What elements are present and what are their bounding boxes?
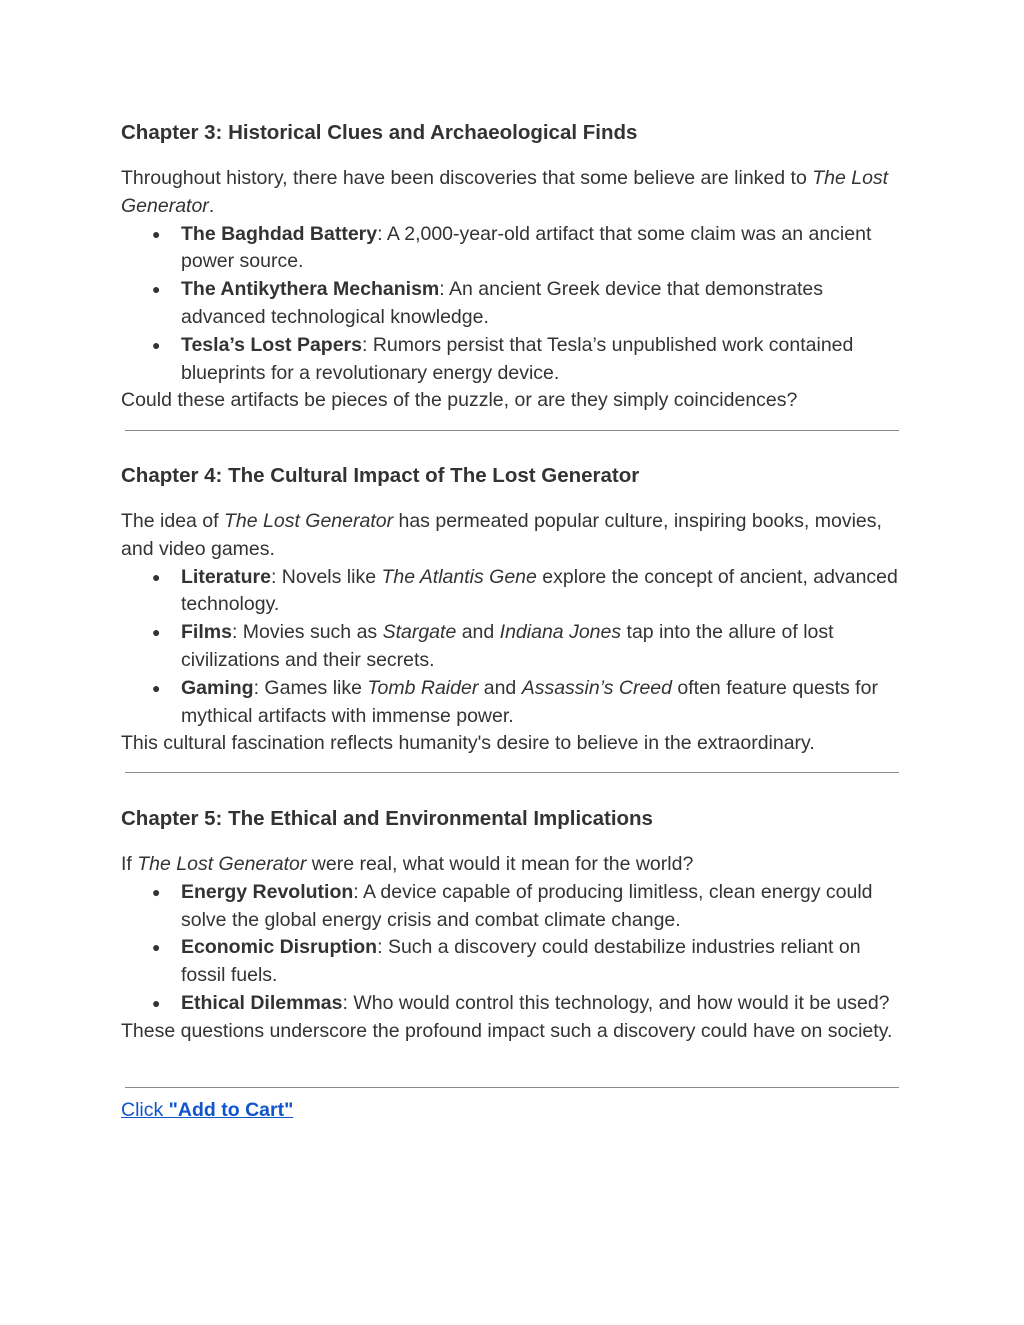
bullet-icon: ● bbox=[152, 994, 161, 1011]
chapter-3-outro: Could these artifacts be pieces of the puzzle, or are they simply coincidences? bbox=[121, 389, 798, 412]
list-item: ● Literature: Novels like The Atlantis Gene explore the concept of ancient, advanced technology. bbox=[152, 565, 898, 616]
bullet-icon: ● bbox=[152, 568, 161, 585]
list-item: ● The Antikythera Mechanism: An ancient Greek device that demonstrates advanced technological knowledge. bbox=[152, 278, 823, 328]
chapter-3-intro: Throughout history, there have been discoveries that some believe are linked to The Lost Generator. bbox=[121, 167, 889, 217]
divider bbox=[125, 772, 899, 773]
chapter-5-title: Chapter 5: The Ethical and Environmental Implications bbox=[121, 807, 653, 830]
chapter-3 bbox=[121, 116, 906, 415]
bullet-icon: ● bbox=[152, 624, 161, 641]
divider bbox=[125, 1087, 899, 1088]
chapter-4-list bbox=[121, 564, 906, 731]
list-item: ● Films: Movies such as Stargate and Indiana Jones tap into the allure of lost civilizations and their secrets. bbox=[152, 621, 834, 671]
list-item: ● Ethical Dilemmas: Who would control this technology, and how would it be used? bbox=[121, 990, 906, 1018]
chapter-5-outro: These questions underscore the profound impact such a discovery could have on society. bbox=[121, 1019, 893, 1042]
bullet-icon: ● bbox=[152, 679, 161, 696]
chapter-4 bbox=[121, 459, 906, 758]
add-to-cart-link[interactable]: Click "Add to Cart" bbox=[121, 1099, 294, 1121]
chapter-3-title: Chapter 3: Historical Clues and Archaeological Finds bbox=[121, 121, 638, 144]
chapter-4-title: Chapter 4: The Cultural Impact of The Lost Generator bbox=[121, 464, 640, 487]
chapter-5 bbox=[121, 802, 906, 1046]
chapter-4-intro: The idea of The Lost Generator has permeated popular culture, inspiring books, movies, and video games. bbox=[121, 510, 882, 560]
chapter-5-intro: If The Lost Generator were real, what would it mean for the world? bbox=[121, 853, 694, 875]
list-item: ● The Baghdad Battery: A 2,000-year-old artifact that some claim was an ancient power source. bbox=[152, 222, 872, 273]
list-item: ● Energy Revolution: A device capable of producing limitless, clean energy could solve the global energy crisis and combat climate change. bbox=[152, 880, 873, 931]
bullet-icon: ● bbox=[152, 281, 161, 298]
chapter-4-outro: This cultural fascination reflects humanity's desire to believe in the extraordinary. bbox=[121, 732, 815, 755]
chapter-5-list bbox=[121, 879, 906, 1018]
bullet-icon: ● bbox=[152, 939, 161, 956]
divider bbox=[125, 430, 899, 431]
list-item: ● Tesla’s Lost Papers: Rumors persist that Tesla’s unpublished work contained blueprints for a revolutionary energy device. bbox=[152, 333, 854, 384]
chapter-3-list bbox=[121, 221, 906, 388]
list-item: ● Gaming: Games like Tomb Raider and Assassin’s Creed often feature quests for mythical artifacts with immense power. bbox=[152, 676, 878, 727]
bullet-icon: ● bbox=[152, 883, 161, 900]
list-item: ● Economic Disruption: Such a discovery could destabilize industries reliant on fossil fuels. bbox=[152, 936, 861, 987]
bullet-icon: ● bbox=[152, 225, 161, 242]
bullet-icon: ● bbox=[152, 336, 161, 353]
